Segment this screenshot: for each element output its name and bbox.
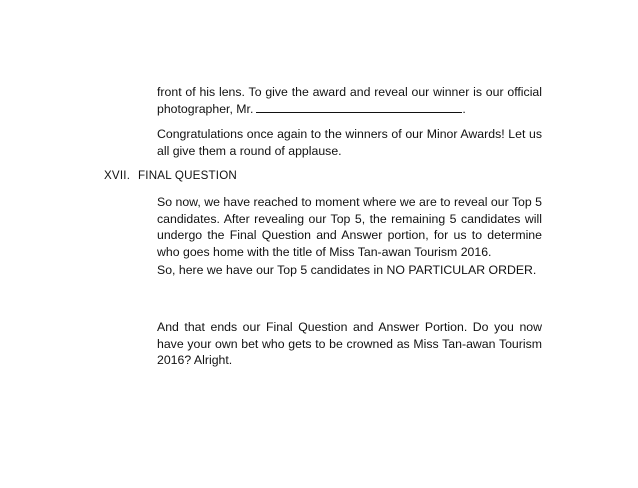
paragraph-congratulations: Congratulations once again to the winners of our Minor Awards! Let us all give them a round of applause. (157, 127, 542, 158)
paragraph-top5-intro: So now, we have reached to moment where we are to reveal our Top 5 candidates. After revealing our Top 5, the remaining 5 candidates will undergo the Final Question and Answer portion, for us to determine who goes home with the title of Miss Tan-awan Tourism 2016. (157, 195, 542, 259)
paragraph-top5-order: So, here we have our Top 5 candidates in NO PARTICULAR ORDER. (157, 263, 537, 277)
section-heading (104, 169, 237, 183)
paragraph-award-text: front of his lens. To give the award and reveal our winner is our official photographer, Mr. (157, 85, 542, 116)
section-number: XVII. (104, 169, 131, 182)
paragraph-award-end: . (462, 101, 466, 116)
section-title: FINAL QUESTION (138, 169, 237, 182)
name-blank-line (256, 101, 462, 113)
paragraph-closing: And that ends our Final Question and Answer Portion. Do you now have your own bet who gets to be crowned as Miss Tan-awan Tourism 2016? Alright. (157, 320, 542, 368)
paragraph-award-photographer (157, 84, 542, 117)
